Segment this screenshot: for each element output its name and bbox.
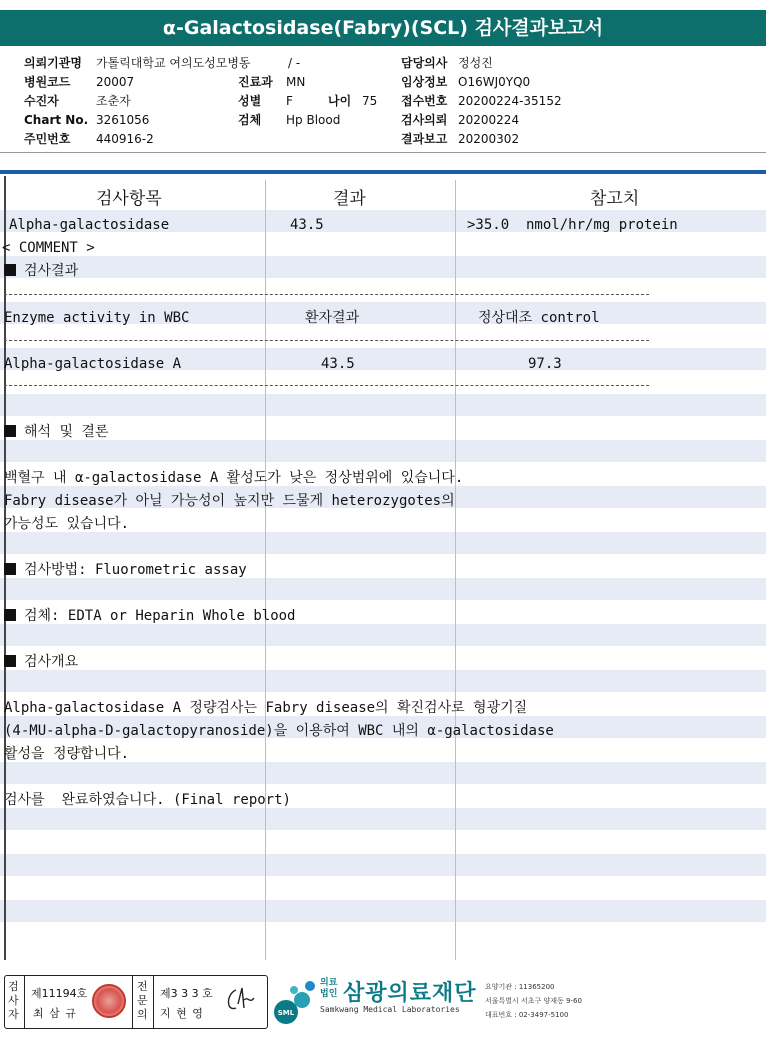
dashed-rule: [4, 340, 649, 341]
specimen: [4, 606, 295, 626]
logo-text: SML: [277, 1009, 295, 1017]
result-item: Alpha-galactosidase: [9, 217, 170, 233]
org-phone: 대표번호 : 02-3497-5100: [485, 1011, 569, 1019]
org-type: 의료 법인: [320, 978, 338, 999]
overview-line: 활성을 정량합니다.: [4, 746, 130, 762]
specialist-number: 제3 3 3 호: [160, 987, 213, 1000]
info-col-3: [401, 54, 562, 149]
square-bullet-icon: [4, 609, 16, 621]
report-title: α-Galactosidase(Fabry)(SCL) 검사결과보고서: [0, 10, 766, 46]
info-value: 3261056: [96, 113, 150, 127]
info-row: [401, 111, 562, 130]
col-header-control: 정상대조 control: [478, 310, 600, 326]
info-row: [238, 92, 377, 111]
info-key: 수진자: [24, 94, 59, 108]
tester-name: 최 삼 규: [33, 1007, 77, 1020]
header-item: 검사항목: [96, 189, 162, 209]
info-value: 조춘자: [96, 94, 131, 108]
info-row: [24, 130, 251, 149]
interp-line: 가능성도 있습니다.: [4, 516, 130, 532]
interp-line: Fabry disease가 아닐 가능성이 높지만 드물게 heterozygotes의: [4, 493, 455, 509]
dashed-rule: [4, 385, 649, 386]
org-english-name: Samkwang Medical Laboratories: [320, 1005, 460, 1014]
result-reference: >35.0 nmol/hr/mg protein: [467, 217, 678, 233]
info-key: 결과보고: [401, 132, 448, 146]
data-control: 97.3: [528, 356, 562, 372]
info-row: [401, 92, 562, 111]
section-overview: [4, 652, 78, 672]
info-value: O16WJ0YQ0: [458, 75, 531, 89]
info-key: 검사의뢰: [401, 113, 448, 127]
header-reference: 참고치: [590, 189, 640, 209]
info-key: 임상정보: [401, 75, 448, 89]
square-bullet-icon: [4, 264, 16, 276]
specialist-label: 전문의: [137, 980, 148, 1021]
info-key: 의뢰기관명: [24, 56, 82, 70]
info-row: [24, 73, 251, 92]
data-enzyme: Alpha-galactosidase A: [4, 356, 182, 372]
org-address: 서울특별시 서초구 양재동 9-60: [485, 997, 582, 1005]
info-row: [24, 92, 251, 111]
info-value: 정성진: [458, 56, 493, 70]
info-key: 주민번호: [24, 132, 71, 146]
square-bullet-icon: [4, 563, 16, 575]
info-key: Chart No.: [24, 113, 89, 127]
section-result-label: 검사결과: [24, 263, 79, 279]
section-interp-label: 해석 및 결론: [24, 424, 109, 440]
info-row: [401, 54, 562, 73]
header-result: 결과: [333, 189, 366, 209]
sml-logo-icon: [272, 978, 318, 1026]
section-result: [4, 261, 78, 281]
final-report: 검사를 완료하였습니다. (Final report): [4, 792, 291, 808]
section-overview-label: 검사개요: [24, 654, 79, 670]
tester-label: 검사자: [8, 980, 19, 1021]
info-col-1: [24, 54, 251, 149]
divider: [0, 152, 766, 153]
info-value: Hp Blood: [286, 113, 341, 127]
interp-line: 백혈구 내 α-galactosidase A 활성도가 낮은 정상범위에 있습니다.: [4, 470, 464, 486]
info-value: F: [286, 94, 293, 108]
info-value: 440916-2: [96, 132, 154, 146]
info-key: 병원코드: [24, 75, 71, 89]
method: [4, 560, 247, 580]
specialist-name: 지 현 영: [160, 1007, 204, 1020]
age-value: 75: [362, 94, 378, 108]
header-rule: [0, 170, 766, 174]
info-row: [24, 54, 251, 73]
org-name: 삼광의료재단: [343, 981, 477, 1006]
col-header-enzyme: Enzyme activity in WBC: [4, 310, 190, 326]
info-row: [238, 111, 377, 130]
info-value: 20200302: [458, 132, 520, 146]
column-divider: [455, 180, 456, 960]
tester-number: 제11194호: [31, 987, 88, 1000]
comment-label: < COMMENT >: [2, 240, 95, 256]
info-key: 담당의사: [401, 56, 448, 70]
method-text: 검사방법: Fluorometric assay: [24, 562, 247, 578]
column-divider: [265, 180, 266, 960]
square-bullet-icon: [4, 655, 16, 667]
data-patient: 43.5: [321, 356, 355, 372]
info-key: 진료과: [238, 75, 273, 89]
result-value: 43.5: [290, 217, 324, 233]
info-value: MN: [286, 75, 306, 89]
info-row: [24, 111, 251, 130]
info-value: 20007: [96, 75, 135, 89]
info-key: 성별: [238, 94, 262, 108]
dashed-rule: [4, 294, 649, 295]
info-row: [238, 73, 377, 92]
col-header-patient: 환자결과: [305, 310, 360, 326]
seal-stamp: [92, 984, 126, 1018]
signature-icon: [222, 982, 258, 1018]
overview-line: (4-MU-alpha-D-galactopyranoside)을 이용하여 WBC 내의 α-galactosidase: [4, 723, 554, 739]
info-value: 20200224-35152: [458, 94, 562, 108]
age-label: 나이: [328, 94, 352, 108]
info-col-2: [238, 73, 377, 130]
org-code: 요양기관 : 11365200: [485, 983, 555, 991]
square-bullet-icon: [4, 425, 16, 437]
info-row: [401, 73, 562, 92]
specimen-text: 검체: EDTA or Heparin Whole blood: [24, 608, 296, 624]
info-value: 가톨릭대학교 여의도성모병동: [96, 56, 251, 70]
info-row: [401, 130, 562, 149]
info-value: 20200224: [458, 113, 520, 127]
info-key: 접수번호: [401, 94, 448, 108]
section-interpretation: [4, 422, 108, 442]
overview-line: Alpha-galactosidase A 정량검사는 Fabry disease의 확진검사로 형광기질: [4, 700, 528, 716]
info-key: 검체: [238, 113, 262, 127]
ward-value: / -: [288, 56, 301, 70]
